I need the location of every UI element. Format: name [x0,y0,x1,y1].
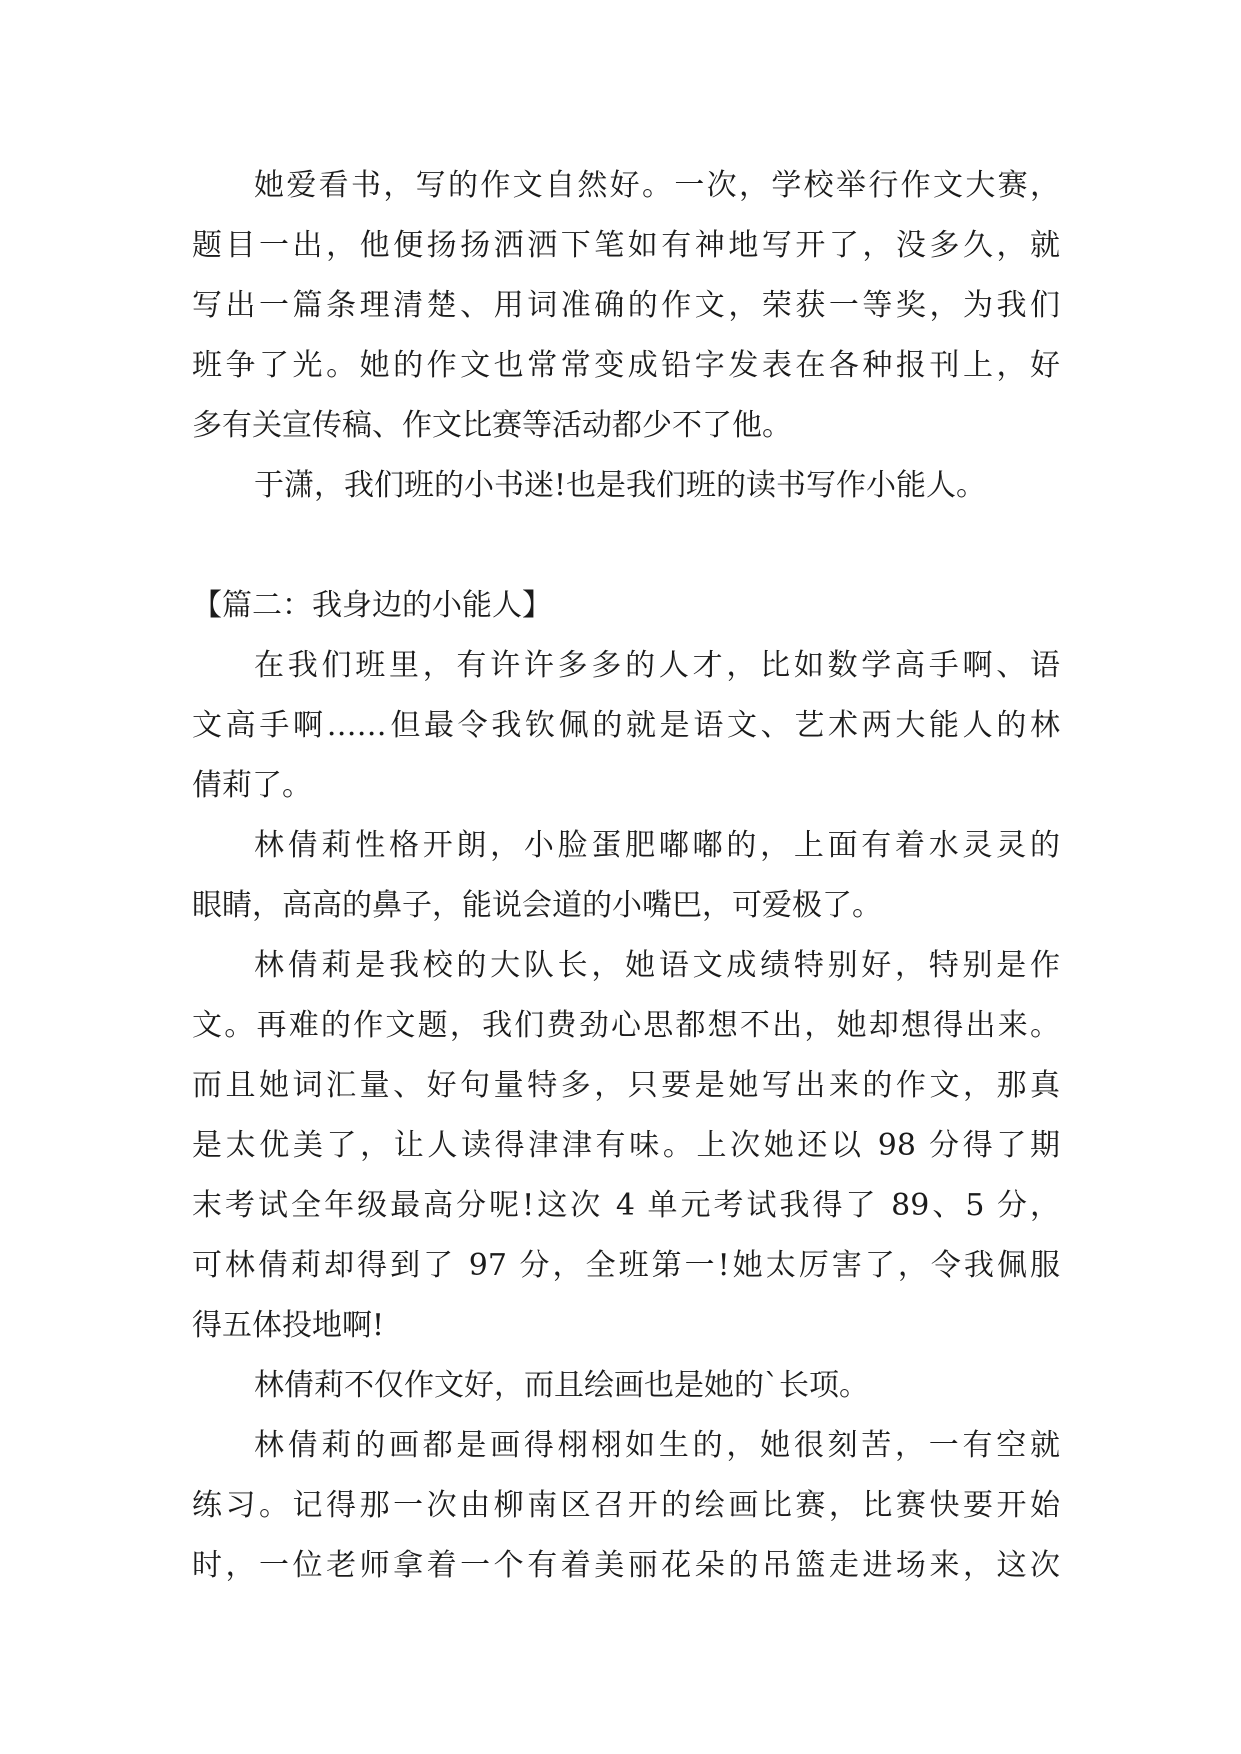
text-line: 林倩莉不仅作文好，而且绘画也是她的`长项。 [254,1368,869,1403]
text-line: 多有关宣传稿、作文比赛等活动都少不了他。 [192,408,792,443]
text-line: 于潇，我们班的小书迷!也是我们班的读书写作小能人。 [254,468,987,503]
document-body [192,156,1060,1596]
text-line: 她爱看书，写的作文自然好。一次，学校举行作文大赛， [254,168,1060,203]
text-line: 时，一位老师拿着一个有着美丽花朵的吊篮走进场来，这次 [192,1548,1060,1583]
text-line: 写出一篇条理清楚、用词准确的作文，荣获一等奖，为我们 [192,288,1060,323]
text-line: 得五体投地啊! [192,1308,385,1343]
text-line: 眼睛，高高的鼻子，能说会道的小嘴巴，可爱极了。 [192,888,882,923]
text-line: 文。再难的作文题，我们费劲心思都想不出，她却想得出来。 [192,1008,1060,1043]
text-line: 林倩莉是我校的大队长，她语文成绩特别好，特别是作 [254,948,1060,983]
blank-line [192,516,1060,576]
text-line: 练习。记得那一次由柳南区召开的绘画比赛，比赛快要开始 [192,1488,1060,1523]
text-line: 林倩莉的画都是画得栩栩如生的，她很刻苦，一有空就 [254,1428,1060,1463]
text-line: 文高手啊……但最令我钦佩的就是语文、艺术两大能人的林 [192,708,1060,743]
text-line: 而且她词汇量、好句量特多，只要是她写出来的作文，那真 [192,1068,1060,1103]
text-line: 题目一出，他便扬扬洒洒下笔如有神地写开了，没多久，就 [192,228,1060,263]
text-line: 班争了光。她的作文也常常变成铅字发表在各种报刊上，好 [192,348,1060,383]
text-line: 倩莉了。 [192,768,312,803]
text-line: 是太优美了，让人读得津津有味。上次她还以 98 分得了期 [192,1128,1060,1163]
text-line: 林倩莉性格开朗，小脸蛋肥嘟嘟的，上面有着水灵灵的 [254,828,1060,863]
text-line: 在我们班里，有许许多多的人才，比如数学高手啊、语 [254,648,1060,683]
text-line: 末考试全年级最高分呢!这次 4 单元考试我得了 89、5 分， [192,1188,1060,1223]
section-heading: 【篇二：我身边的小能人】 [192,588,552,623]
text-line: 可林倩莉却得到了 97 分，全班第一!她太厉害了，令我佩服 [192,1248,1060,1283]
